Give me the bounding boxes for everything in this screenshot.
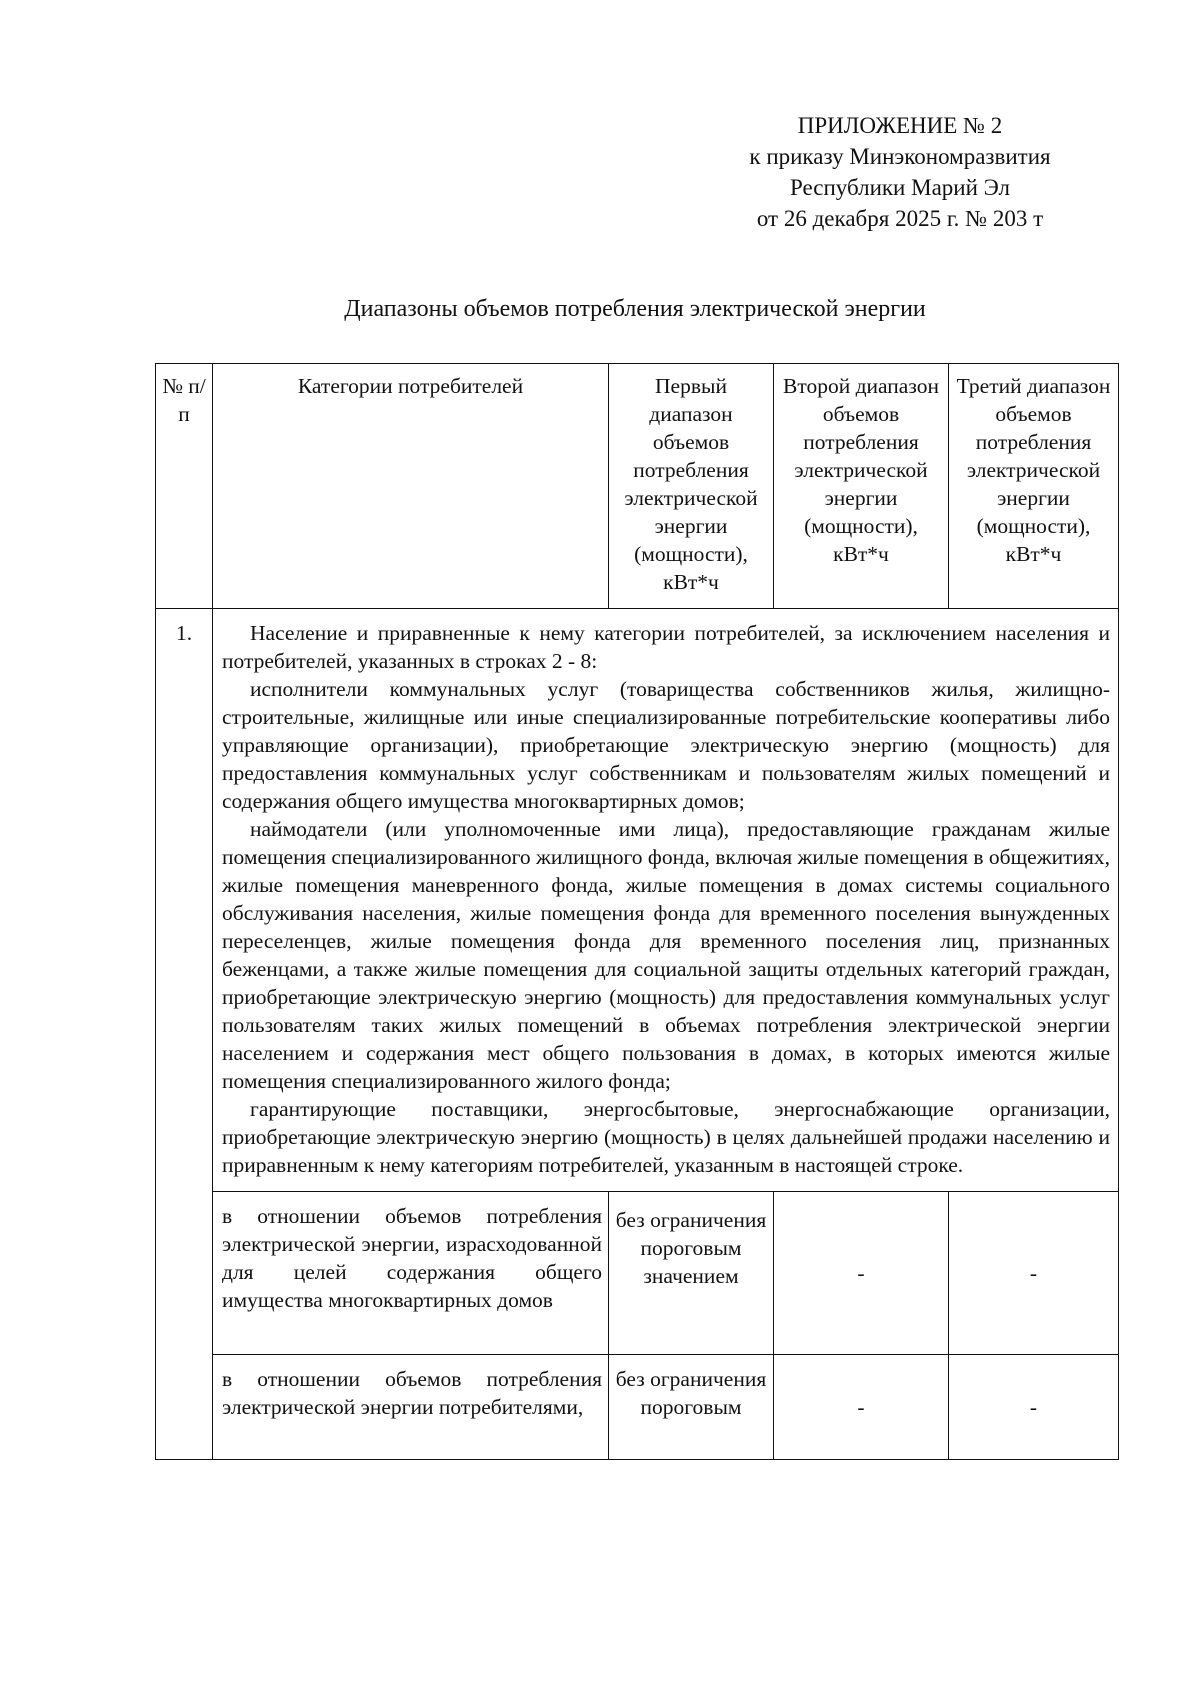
republic-name: Республики Марий Эл bbox=[789, 175, 1011, 200]
subcategory-text: в отношении объемов потребления электрической энергии потребителями, bbox=[213, 1355, 609, 1460]
category-description bbox=[213, 609, 1119, 1192]
table-row bbox=[156, 609, 1119, 1192]
appendix-header bbox=[700, 110, 1100, 234]
table-header-row bbox=[156, 364, 1119, 609]
header-num: № п/п bbox=[156, 364, 213, 609]
first-range-value: без ограничения пороговым bbox=[609, 1355, 774, 1460]
document-title: Диапазоны объемов потребления электрической энергии bbox=[344, 296, 926, 322]
third-range-value: - bbox=[949, 1355, 1119, 1460]
subcategory-text: в отношении объемов потребления электрической энергии, израсходованной для целей содержания общего имущества многоквартирных домов bbox=[213, 1192, 609, 1355]
first-range-value: без ограничения пороговым значением bbox=[609, 1192, 774, 1355]
table-row bbox=[156, 1355, 1119, 1460]
consumption-ranges-table bbox=[155, 363, 1119, 1460]
header-third-range: Третий диапазон объемов потребления электрической энергии (мощности), кВт*ч bbox=[949, 364, 1119, 609]
second-range-value: - bbox=[774, 1355, 949, 1460]
row-number: 1. bbox=[156, 609, 213, 1460]
third-range-value: - bbox=[949, 1192, 1119, 1355]
category-paragraph: исполнители коммунальных услуг (товарищества собственников жилья, жилищно-строительные, жилищные или иные специализированные потребительские кооперативы либо управляющие организации), приобретающие электрическую энергию (мощность) для предоставления коммунальных услуг собственникам и пользователям жилых помещений и содержания общего имущества многоквартирных домов; bbox=[222, 677, 1110, 813]
header-first-range: Первый диапазон объемов потребления электрической энергии (мощности), кВт*ч bbox=[609, 364, 774, 609]
table-row bbox=[156, 1192, 1119, 1355]
order-reference: к приказу Минэкономразвития bbox=[749, 144, 1051, 169]
category-paragraph: гарантирующие поставщики, энергосбытовые, энергоснабжающие организации, приобретающие электрическую энергию (мощность) в целях дальнейшей продажи населению и приравненным к нему категориям потребителей, указанным в настоящей строке. bbox=[222, 1097, 1110, 1177]
category-paragraph: Население и приравненные к нему категории потребителей, за исключением населения и потребителей, указанных в строках 2 - 8: bbox=[222, 621, 1110, 673]
header-category: Категории потребителей bbox=[213, 364, 609, 609]
header-second-range: Второй диапазон объемов потребления электрической энергии (мощности), кВт*ч bbox=[774, 364, 949, 609]
order-date: от 26 декабря 2025 г. № 203 т bbox=[756, 206, 1044, 231]
second-range-value: - bbox=[774, 1192, 949, 1355]
appendix-number: ПРИЛОЖЕНИЕ № 2 bbox=[797, 113, 1003, 138]
category-paragraph: наймодатели (или уполномоченные ими лица), предоставляющие гражданам жилые помещения специализированного жилищного фонда, включая жилые помещения в общежитиях, жилые помещения маневренного фонда, жилые помещения в домах системы социального обслуживания населения, жилые помещения фонда для временного поселения вынужденных переселенцев, жилые помещения фонда для временного поселения лиц, признанных беженцами, а также жилые помещения для социальной защиты отдельных категорий граждан, приобретающие электрическую энергию (мощность) для предоставления коммунальных услуг пользователям таких жилых помещений в объемах потребления электрической энергии населением и содержания мест общего пользования в домах, в которых имеются жилые помещения специализированного жилого фонда; bbox=[222, 817, 1110, 1093]
